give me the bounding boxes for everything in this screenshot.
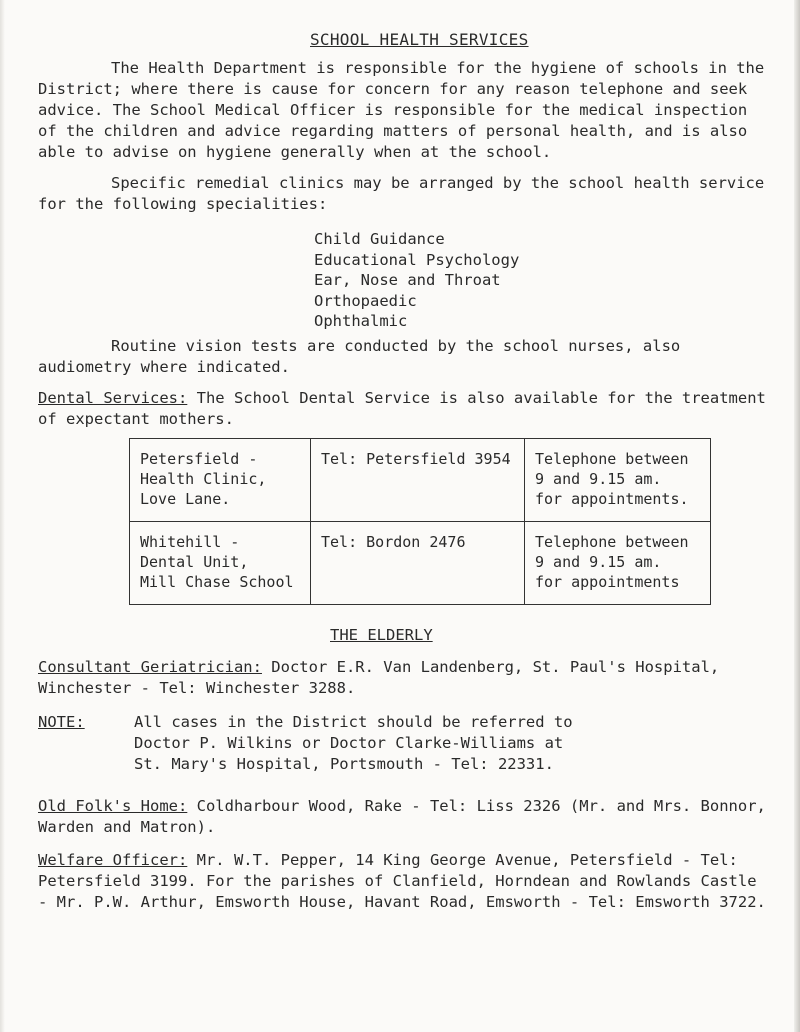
welfare-text: Mr. W.T. Pepper, 14 King George Avenue, Petersfield - Tel: Petersfield 3199. For the parishes of Clanfield, Horndean and Rowlands Castle - Mr. P.W. Arthur, Emsworth House, Havant Road, Emsworth - Tel: Emsworth 3722. [38,851,766,911]
dental-paragraph [38,388,768,430]
speciality-item: Educational Psychology [314,250,520,269]
table-row [130,439,711,522]
page-title: SCHOOL HEALTH SERVICES [310,30,529,49]
geriatrician-text: Doctor E.R. Van Landenberg, St. Paul's Hospital, Winchester - Tel: Winchester 3288. [38,658,720,697]
intro-paragraph: The Health Department is responsible for the hygiene of schools in the District; where there is cause for concern for any reason telephone and seek advice. The School Medical Officer is responsible for the medical inspection of the children and advice regarding matters of personal health, and is also able to advise on hygiene generally when at the school. [38,59,765,161]
clinic-telephone: Tel: Bordon 2476 [311,522,525,605]
page-right-shadow [794,0,800,1032]
speciality-item: Ear, Nose and Throat [314,271,501,289]
vision-paragraph: Routine vision tests are conducted by the school nurses, also audiometry where indicated. [38,337,681,376]
old-folks-text: Coldharbour Wood, Rake - Tel: Liss 2326 (Mr. and Mrs. Bonnor, Warden and Matron). [38,797,766,836]
geriatrician-label: Consultant Geriatrician: [38,658,262,676]
clinics-paragraph: Specific remedial clinics may be arranged by the school health service for the following specialities: [38,174,765,213]
clinic-place: Whitehill - Dental Unit, Mill Chase School [130,522,311,605]
note-text: All cases in the District should be referred to Doctor P. Wilkins or Doctor Clarke-Williams at St. Mary's Hospital, Portsmouth - Tel: 22331. [134,713,573,773]
page-left-shadow [0,0,5,1032]
geriatrician-paragraph [38,657,768,699]
clinic-place: Petersfield - Health Clinic, Love Lane. [130,439,311,522]
clinic-telephone: Tel: Petersfield 3954 [311,439,525,522]
speciality-item: Orthopaedic [314,291,417,310]
dental-label: Dental Services: [38,389,188,407]
old-folks-paragraph [38,796,768,838]
dental-text: The School Dental Service is also available for the treatment of expectant mothers. [38,389,766,428]
speciality-item: Ophthalmic [314,312,408,330]
welfare-label: Welfare Officer: [38,851,188,869]
old-folks-label: Old Folk's Home: [38,797,188,815]
welfare-paragraph [38,850,768,913]
speciality-item: Child Guidance [314,230,445,248]
clinic-hours: Telephone between 9 and 9.15 am. for appointments [525,522,711,605]
specialities-list [314,229,519,332]
note-label: NOTE: [38,713,85,731]
clinic-hours: Telephone between 9 and 9.15 am. for appointments. [525,439,711,522]
clinics-table [129,438,711,605]
elderly-heading: THE ELDERLY [330,626,433,644]
table-row [130,522,711,605]
